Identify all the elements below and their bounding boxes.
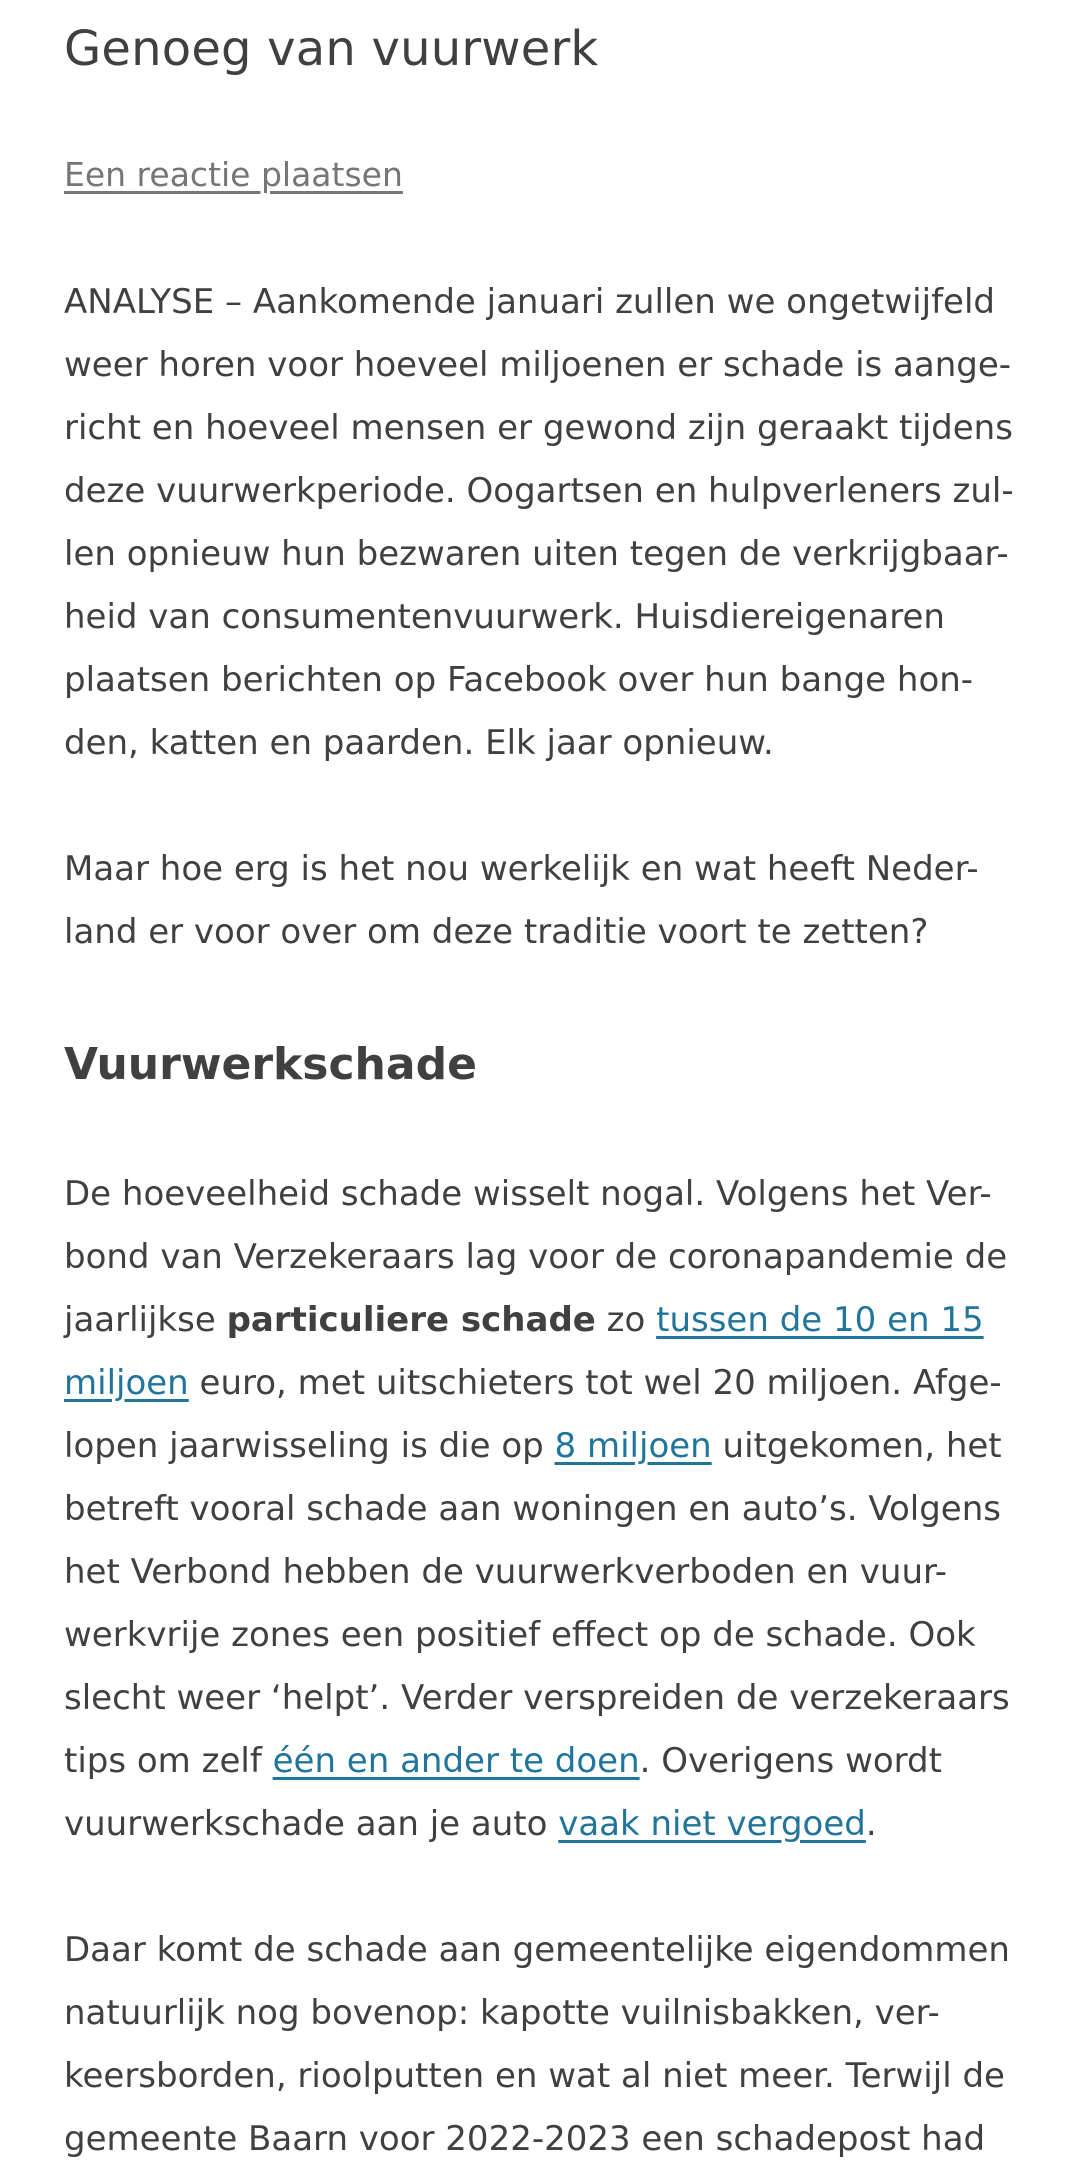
text-line: plaatsen berichten op Facebook over hun bange hon-: [64, 660, 974, 700]
text-line: werkvrije zones een positief effect op de schade. Ook: [64, 1615, 976, 1655]
text-line: deze vuurwerkperiode. Oogartsen en hulpverleners zul-: [64, 471, 1014, 511]
text-line: [64, 1793, 1010, 1856]
text-line: slecht weer ‘helpt’. Verder verspreiden de verzekeraars: [64, 1678, 1010, 1718]
text-segment: tips om zelf: [64, 1741, 273, 1781]
text-line: [64, 1415, 1010, 1478]
text-segment: lopen jaarwisseling is die op: [64, 1426, 555, 1466]
page-title: Genoeg van vuurwerk: [64, 21, 599, 77]
text-line: [64, 1352, 1010, 1415]
text-line: weer horen voor hoeveel miljoenen er schade is aange-: [64, 345, 1012, 385]
link-schade-10-15-miljoen-cont[interactable]: miljoen: [64, 1363, 189, 1403]
text-segment: zo: [595, 1300, 657, 1340]
text-line: Maar hoe erg is het nou werkelijk en wat heeft Neder-: [64, 849, 979, 889]
text-line: heid van consumentenvuurwerk. Huisdiereigenaren: [64, 597, 945, 637]
text-line: betreft vooral schade aan woningen en auto’s. Volgens: [64, 1489, 1001, 1529]
text-segment: jaarlijkse: [64, 1300, 227, 1340]
link-een-en-ander-te-doen[interactable]: één en ander te doen: [272, 1741, 640, 1781]
text-line: natuurlijk nog bovenop: kapotte vuilnisbakken, ver-: [64, 1993, 940, 2033]
text-line: ANALYSE – Aankomende januari zullen we ongetwijfeld: [64, 282, 995, 322]
question-paragraph: [64, 838, 979, 964]
text-line: richt en hoeveel mensen er gewond zijn geraakt tijdens: [64, 408, 1013, 448]
text-segment: uitgekomen, het: [711, 1426, 1002, 1466]
schade-paragraph: [64, 1163, 1010, 1856]
text-line: land er voor over om deze traditie voort te zetten?: [64, 912, 929, 952]
text-line: len opnieuw hun bezwaren uiten tegen de verkrijgbaar-: [64, 534, 1009, 574]
text-line: keersborden, rioolputten en wat al niet meer. Terwijl de: [64, 2056, 1005, 2096]
text-line: Daar komt de schade aan gemeentelijke eigendommen: [64, 1930, 1010, 1970]
gemeente-paragraph: [64, 1919, 1010, 2171]
text-line: gemeente Baarn voor 2022-2023 een schadepost had: [64, 2119, 986, 2159]
text-segment: . Overigens wordt: [639, 1741, 942, 1781]
text-line: [64, 1289, 1010, 1352]
text-line: De hoeveelheid schade wisselt nogal. Volgens het Ver-: [64, 1174, 992, 1214]
section-heading: Vuurwerkschade: [64, 1039, 477, 1090]
link-vaak-niet-vergoed[interactable]: vaak niet vergoed: [558, 1804, 866, 1844]
link-8-miljoen[interactable]: 8 miljoen: [554, 1426, 712, 1466]
text-segment: vuurwerkschade aan je auto: [64, 1804, 559, 1844]
text-segment: euro, met uitschieters tot wel 20 miljoen. Afge-: [188, 1363, 1002, 1403]
bold-text: particuliere schade: [226, 1300, 596, 1340]
comment-link[interactable]: Een reactie plaatsen: [64, 155, 403, 194]
text-segment: .: [865, 1804, 877, 1844]
link-schade-10-15-miljoen[interactable]: tussen de 10 en 15: [656, 1300, 984, 1340]
text-line: bond van Verzekeraars lag voor de coronapandemie de: [64, 1237, 1008, 1277]
text-line: het Verbond hebben de vuurwerkverboden en vuur-: [64, 1552, 948, 1592]
text-line: den, katten en paarden. Elk jaar opnieuw.: [64, 723, 774, 763]
text-line: [64, 1730, 1010, 1793]
intro-paragraph: [64, 271, 1014, 775]
